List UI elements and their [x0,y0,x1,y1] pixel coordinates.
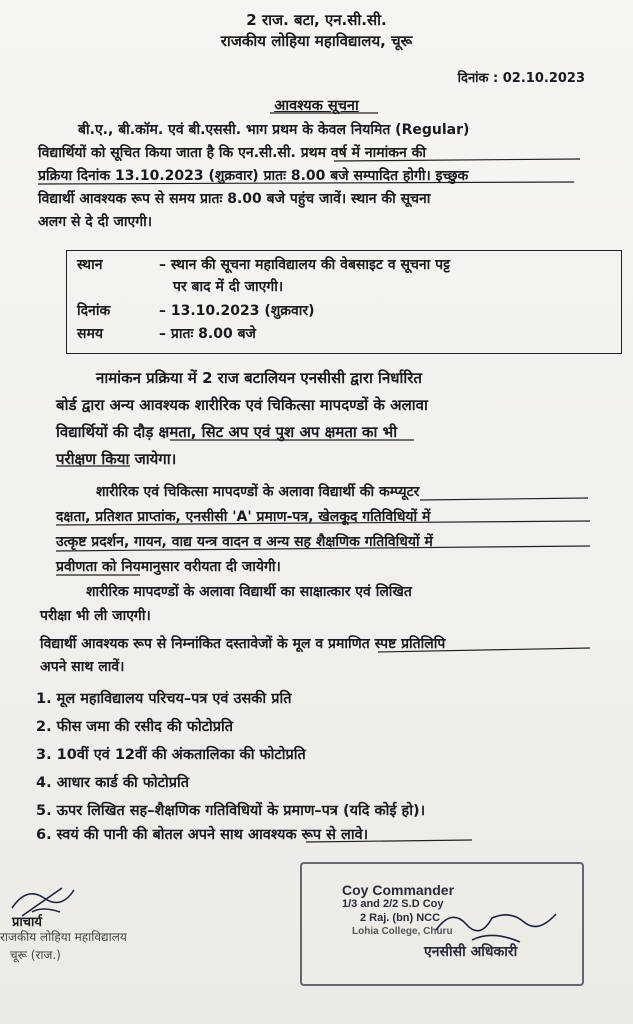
stamp-line-2: 1/3 and 2/2 S.D Coy [342,898,444,910]
document-item-6: 6. स्वयं की पानी की बोतल अपने साथ आवश्यक रूप से लावे। [36,827,369,843]
time-label: समय [77,326,103,342]
para3-line-2: दक्षता, प्रतिशत प्राप्तांक, एनसीसी 'A' प्रमाण-पत्र, खेलकूद गतिविधियों में [56,509,431,525]
para2-line-4: परीक्षण किया जायेगा। [56,450,177,468]
date-label: दिनांक [77,303,111,319]
para3-line-1: शारीरिक एवं चिकित्सा मापदण्डों के अलावा विद्यार्थी की कम्प्यूटर [96,484,420,500]
date-value: – 13.10.2023 (शुक्रवार) [159,303,315,319]
college-name: राजकीय लोहिया महाविद्यालय, चूरू [220,32,413,50]
para2-line-1: नामांकन प्रक्रिया में 2 राज बटालियन एनसीसी द्वारा निर्धारित [96,369,422,387]
document-item-5: 5. ऊपर लिखित सह–शैक्षणिक गतिविधियों के प्रमाण–पत्र (यदि कोई हो)। [36,803,426,819]
principal-title: प्राचार्य [12,915,42,930]
principal-institution: राजकीय लोहिया महाविद्यालय [0,930,127,944]
document-item-1: 1. मूल महाविद्यालय परिचय–पत्र एवं उसकी प्रति [36,691,292,707]
para3-line-3: उत्कृष्ट प्रदर्शन, गायन, वाद्य यन्त्र वादन व अन्य सह शैक्षणिक गतिविधियों में [56,534,433,550]
document-item-2: 2. फीस जमा की रसीद की फोटोप्रति [36,719,234,735]
intro-line-4: विद्यार्थी आवश्यक रूप से समय प्रातः 8.00 बजे पहुंच जावें। स्थान की सूचना [38,191,431,207]
intro-line-1: बी.ए., बी.कॉम. एवं बी.एससी. भाग प्रथम के केवल नियमित (Regular) [78,122,470,138]
time-value: – प्रातः 8.00 बजे [159,326,256,342]
stamp-line-1: Coy Commander [342,882,455,898]
intro-line-3: प्रक्रिया दिनांक 13.10.2023 (शुक्रवार) प्रातः 8.00 बजे सम्पादित होगी। इच्छुक [38,168,469,184]
officer-signature-icon [432,900,562,960]
details-box [66,250,622,354]
notice-title: आवश्यक सूचना [274,98,359,114]
place-value-line-2: पर बाद में दी जाएगी। [173,279,284,295]
ncc-officer-label: एनसीसी अधिकारी [424,944,518,960]
para5-line-2: अपने साथ लावें। [40,659,125,675]
para3-line-4: प्रवीणता को नियमानुसार वरीयता दी जायेगी। [56,559,281,575]
para2-line-3: विद्यार्थियों की दौड़ क्षमता, सिट अप एवं पुश अप क्षमता का भी [56,423,398,441]
place-label: स्थान [77,257,103,273]
document-item-4: 4. आधार कार्ड की फोटोप्रति [36,775,190,791]
principal-place: चूरू (राज.) [10,948,61,962]
para4-line-2: परीक्षा भी ली जाएगी। [40,608,151,624]
notice-date: दिनांक : 02.10.2023 [457,71,585,86]
place-value-line-1: – स्थान की सूचना महाविद्यालय की वेबसाइट व सूचना पट्ट [159,257,450,273]
intro-line-5: अलग से दे दी जाएगी। [38,214,153,230]
unit-name: 2 राज. बटा, एन.सी.सी. [246,11,387,29]
document-item-3: 3. 10वीं एवं 12वीं की अंकतालिका की फोटोप्रति [36,747,306,763]
stamp-line-3: 2 Raj. (bn) NCC [360,912,441,924]
para5-line-1: विद्यार्थी आवश्यक रूप से निम्नांकित दस्तावेजों के मूल व प्रमाणित स्पष्ट प्रतिलिपि [40,636,446,652]
para4-line-1: शारीरिक मापदण्डों के अलावा विद्यार्थी का साक्षात्कार एवं लिखित [86,584,412,600]
stamp-line-4: Lohia College, Churu [352,926,453,937]
intro-line-2: विद्यार्थियों को सूचित किया जाता है कि एन.सी.सी. प्रथम वर्ष में नामांकन की [38,145,427,161]
para2-line-2: बोर्ड द्वारा अन्य आवश्यक शारीरिक एवं चिकित्सा मापदण्डों के अलावा [56,396,428,414]
